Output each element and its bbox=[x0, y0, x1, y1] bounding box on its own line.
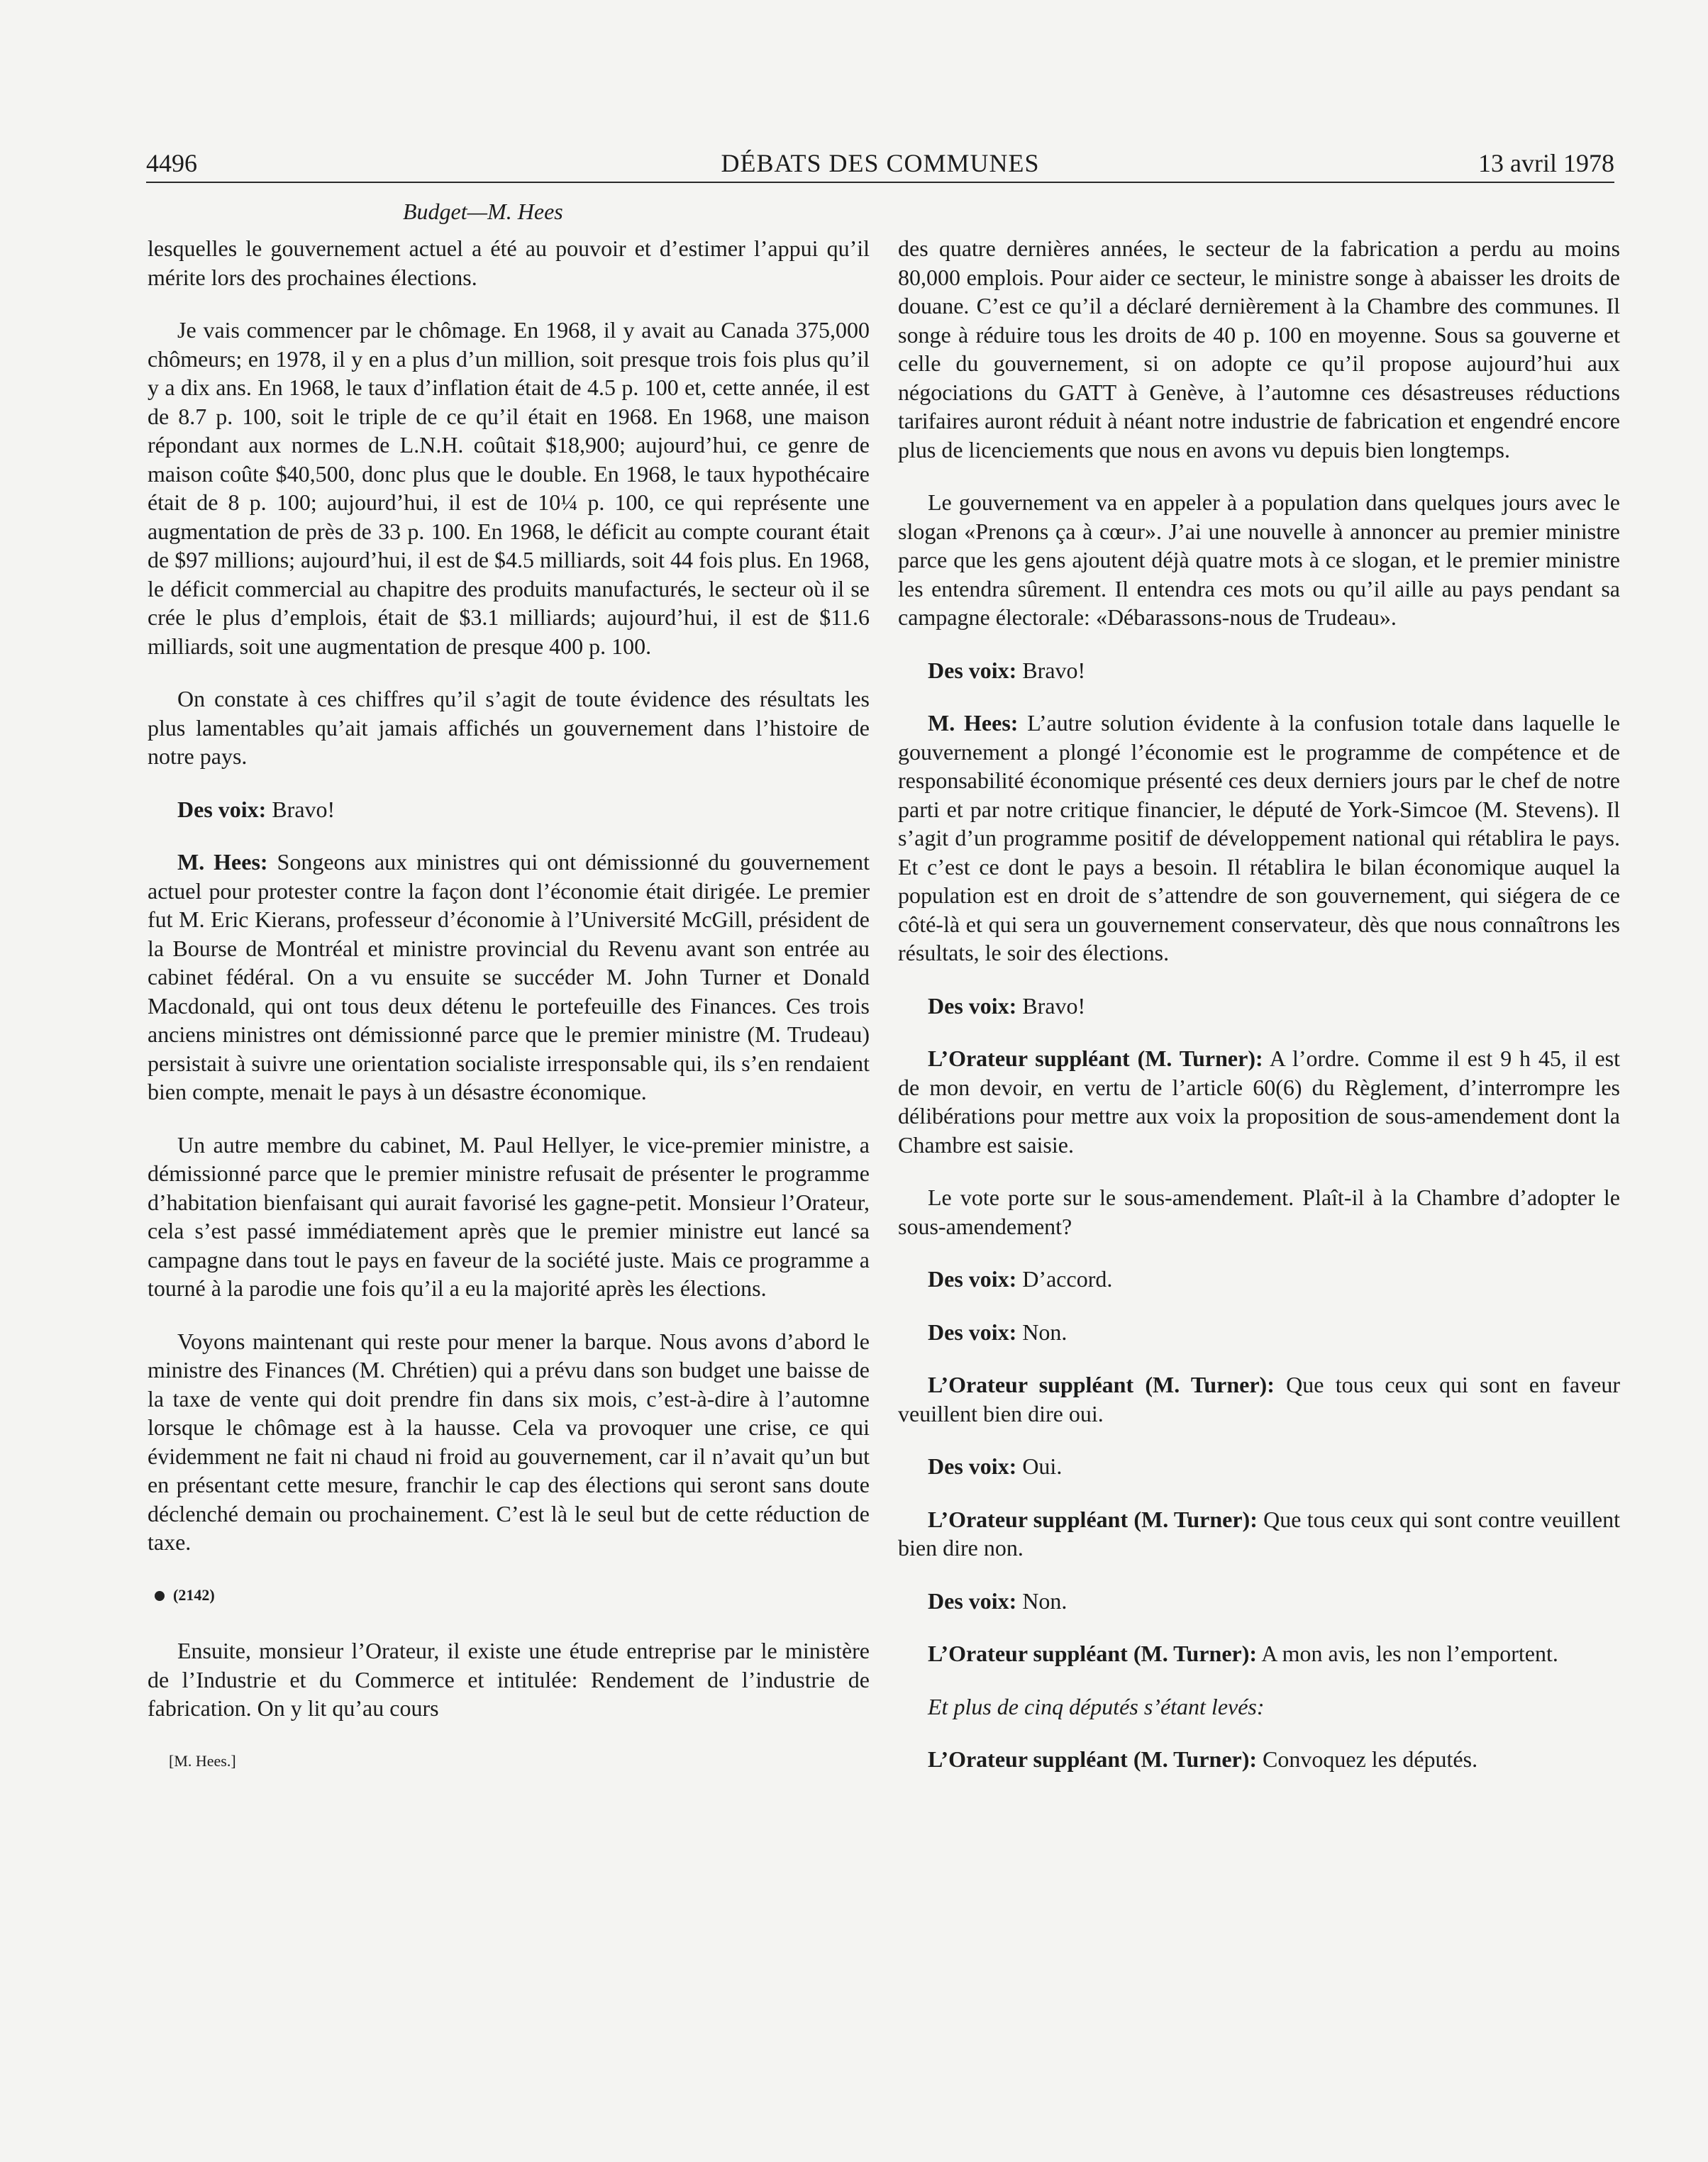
paragraph: lesquelles le gouvernement actuel a été au pouvoir et d’estimer l’appui qu’il mérite lors des prochaines élections. bbox=[148, 235, 870, 290]
speaker-paragraph bbox=[148, 848, 870, 1107]
bullet-icon bbox=[155, 1591, 165, 1601]
speaker-paragraph bbox=[898, 1745, 1620, 1774]
speaker-paragraph bbox=[898, 1639, 1620, 1668]
speaker-name: L’Orateur suppléant (M. Turner): bbox=[928, 1746, 1258, 1772]
speech-text: Que tous ceux qui sont contre veuillent bien dire non. bbox=[898, 1506, 1621, 1560]
speech-text: Convoquez les députés. bbox=[1257, 1746, 1478, 1772]
paragraph: des quatre dernières années, le secteur de la fabrication a perdu au moins 80,000 emplois. Pour aider ce secteur, le ministre songe à abaisser les droits de douane. C’est ce qu’il a déclaré dernièrement à la Chambre des communes. Il songe à réduire tous les droits de 40 p. 100 en moyenne. Sous sa gouverne et celle du gouvernement, si on adopte ce qu’il propose aujourd’hui aux négociations du GATT à Genève, à l’automne ces désastreuses réductions tarifaires auront réduit à néant notre industrie de fabrication et engendré encore plus de licenciements que nous en avons vu depuis bien longtemps. bbox=[898, 235, 1620, 462]
page-header bbox=[146, 142, 1614, 184]
speaker-name: Des voix: bbox=[928, 1453, 1017, 1479]
paragraph: Je vais commencer par le chômage. En 1968, il y avait au Canada 375,000 chômeurs; en 1978, il y en a plus d’un million, soit presque trois fois plus qu’il y a dix ans. En 1968, le taux d’inflation était de 4.5 p. 100 et, cette année, il est de 8.7 p. 100, soit le triple de ce qu’il était en 1968. En 1968, une maison répondant aux normes de L.N.H. coûtait $18,900; aujourd’hui, ce genre de maison coûte $40,500, donc plus que le double. En 1968, le taux hypothécaire était de 8 p. 100; aujourd’hui, il est de 10¼ p. 100, ce qui représente une augmentation de près de 33 p. 100. En 1968, le déficit au compte courant était de $97 millions; aujourd’hui, il est de $4.5 milliards, soit 44 fois plus. En 1968, le déficit commercial au chapitre des produits manufacturés, le secteur où il se crée le plus d’emplois, était de $3.1 milliards; aujourd’hui, il est de $11.6 milliards, soit une augmentation de presque 400 p. 100. bbox=[148, 317, 870, 659]
paragraph: Un autre membre du cabinet, M. Paul Hellyer, le vice-premier ministre, a démissionné parce que le premier ministre refusait de présenter le programme d’habitation bienfaisant qui aurait favorisé les gagne-petit. Monsieur l’Orateur, cela s’est passé immédiatement après que le premier ministre eut lancé sa campagne dans tout le pays en faveur de la société juste. Mais ce programme a tourné à la parodie une fois qu’il a eu la majorité après les élections. bbox=[148, 1131, 870, 1301]
speaker-name: Des voix: bbox=[928, 657, 1017, 683]
speech-text: A l’ordre. Comme il est 9 h 45, il est de mon devoir, en vertu de l’article 60(6) du Règlement, d’interrompre les délibérations pour mettre aux voix la proposition de sous-amendement dont la Chambre est saisie. bbox=[898, 1046, 1621, 1158]
stage-direction: Et plus de cinq députés s’étant levés: bbox=[928, 1693, 1265, 1719]
right-column bbox=[898, 234, 1620, 1798]
speaker-name: L’Orateur suppléant (M. Turner): bbox=[928, 1641, 1258, 1666]
speaker-name: Des voix: bbox=[928, 992, 1017, 1019]
speaker-name: Des voix: bbox=[928, 1266, 1017, 1292]
time-marker bbox=[148, 1581, 870, 1610]
speech-text: Songeons aux ministres qui ont démissionné du gouvernement actuel pour protester contre la façon dont l’économie était dirigée. Le premier fut M. Eric Kierans, professeur d’économie à l’Université McGill, président de la Bourse de Montréal et ministre provincial du Revenu avant son entrée au cabinet fédéral. On a vu ensuite se succéder M. John Turner et Donald Macdonald, qui ont tous deux détenu le portefeuille des Finances. Ces trois anciens ministres ont démissionné parce que le premier ministre (M. Trudeau) persistait à suivre une orientation socialiste irresponsable qui, ils s’en rendaient bien compte, menait le pays à un désastre économique. bbox=[148, 849, 870, 1104]
paragraph: Le vote porte sur le sous-amendement. Plaît-il à la Chambre d’adopter le sous-amendement? bbox=[898, 1185, 1620, 1239]
speaker-name: L’Orateur suppléant (M. Turner): bbox=[928, 1506, 1258, 1532]
speaker-paragraph bbox=[898, 1370, 1620, 1428]
header-rule bbox=[146, 182, 1614, 183]
speaker-paragraph bbox=[898, 709, 1620, 968]
speech-text: Oui. bbox=[1016, 1453, 1063, 1479]
time-marker-label: (2142) bbox=[173, 1585, 215, 1604]
paragraph: Voyons maintenant qui reste pour mener la barque. Nous avons d’abord le ministre des Finances (M. Chrétien) qui a prévu dans son budget une baisse de la taxe de vente qui doit prendre fin dans six mois, c’est-à-dire à l’automne lorsque le chômage est à la hausse. Cela va provoquer une crise, ce qui évidemment ne fait ni chaud ni froid au gouvernement, car il n’avait qu’un but en présentant cette mesure, franchir le cap des élections qui seront sans doute déclenché demain ou prochainement. C’est là le seul but de cette réduction de taxe. bbox=[148, 1328, 870, 1555]
speech-text: Bravo! bbox=[1016, 992, 1086, 1019]
speaker-paragraph bbox=[898, 1452, 1620, 1481]
paragraph: On constate à ces chiffres qu’il s’agit de toute évidence des résultats les plus lamentables qu’ait jamais affichés un gouvernement dans l’histoire de notre pays. bbox=[148, 686, 870, 769]
speaker-name: L’Orateur suppléant (M. Turner): bbox=[928, 1046, 1263, 1071]
speech-text: Non. bbox=[1016, 1319, 1068, 1345]
speaker-name: Des voix: bbox=[928, 1587, 1017, 1614]
speech-text: Non. bbox=[1016, 1587, 1068, 1614]
speaker-paragraph bbox=[898, 1505, 1620, 1563]
publication-title: DÉBATS DES COMMUNES bbox=[721, 149, 1040, 177]
speech-text: D’accord. bbox=[1016, 1266, 1113, 1292]
speaker-paragraph bbox=[148, 795, 870, 824]
paragraph: Ensuite, monsieur l’Orateur, il existe une étude entreprise par le ministère de l’Industrie et du Commerce et intitulée: Rendement de l’industrie de fabrication. On y lit qu’au cours bbox=[148, 1638, 870, 1721]
left-column bbox=[148, 193, 870, 1775]
speaker-paragraph bbox=[898, 1587, 1620, 1616]
speaker-name: Des voix: bbox=[928, 1319, 1017, 1345]
section-subhead: Budget—M. Hees bbox=[403, 199, 563, 224]
speech-text: Bravo! bbox=[266, 796, 336, 822]
speech-text: Que tous ceux qui sont en faveur veuillent bien dire oui. bbox=[898, 1372, 1621, 1426]
speech-text: A mon avis, les non l’emportent. bbox=[1257, 1641, 1558, 1666]
speech-text: L’autre solution évidente à la confusion totale dans laquelle le gouvernement a plongé l’économie est le programme de compétence et de responsabilité économique présenté ces deux derniers jours par le chef de notre parti et par notre critique financier, le député de York-Simcoe (M. Stevens). Il s’agit d’un programme positif de développement national qui rétablira le pays. Et c’est ce dont le pays a besoin. Il rétablira le bilan économique auquel la population est en droit de s’attendre de son gouvernement, qui siégera de ce côté-là et qui sera un gouvernement conservateur, dès que nous connaîtrons les résultats, le soir des élections. bbox=[898, 710, 1621, 965]
speech-text: Bravo! bbox=[1016, 657, 1086, 683]
speaker-footnote: [M. Hees.] bbox=[169, 1751, 236, 1770]
speaker-name: Des voix: bbox=[177, 796, 267, 822]
speaker-paragraph bbox=[898, 1318, 1620, 1347]
speaker-name: M. Hees: bbox=[928, 710, 1019, 736]
speaker-name: M. Hees: bbox=[177, 849, 268, 875]
page-number: 4496 bbox=[146, 149, 197, 177]
paragraph: Le gouvernement va en appeler à a population dans quelques jours avec le slogan «Prenons ça à cœur». J’ai une nouvelle à annoncer au premier ministre parce que les gens ajoutent déjà quatre mots à ce slogan, et le premier ministre les entendra sûrement. Il entendra ces mots ou qu’il aille au pays pendant sa campagne électorale: «Débarassons-nous de Trudeau». bbox=[898, 489, 1620, 630]
speaker-paragraph bbox=[898, 992, 1620, 1021]
speaker-name: L’Orateur suppléant (M. Turner): bbox=[928, 1372, 1275, 1397]
speaker-paragraph bbox=[898, 1044, 1620, 1159]
speaker-paragraph bbox=[898, 656, 1620, 685]
page-date: 13 avril 1978 bbox=[1478, 149, 1614, 177]
speaker-paragraph bbox=[898, 1265, 1620, 1294]
